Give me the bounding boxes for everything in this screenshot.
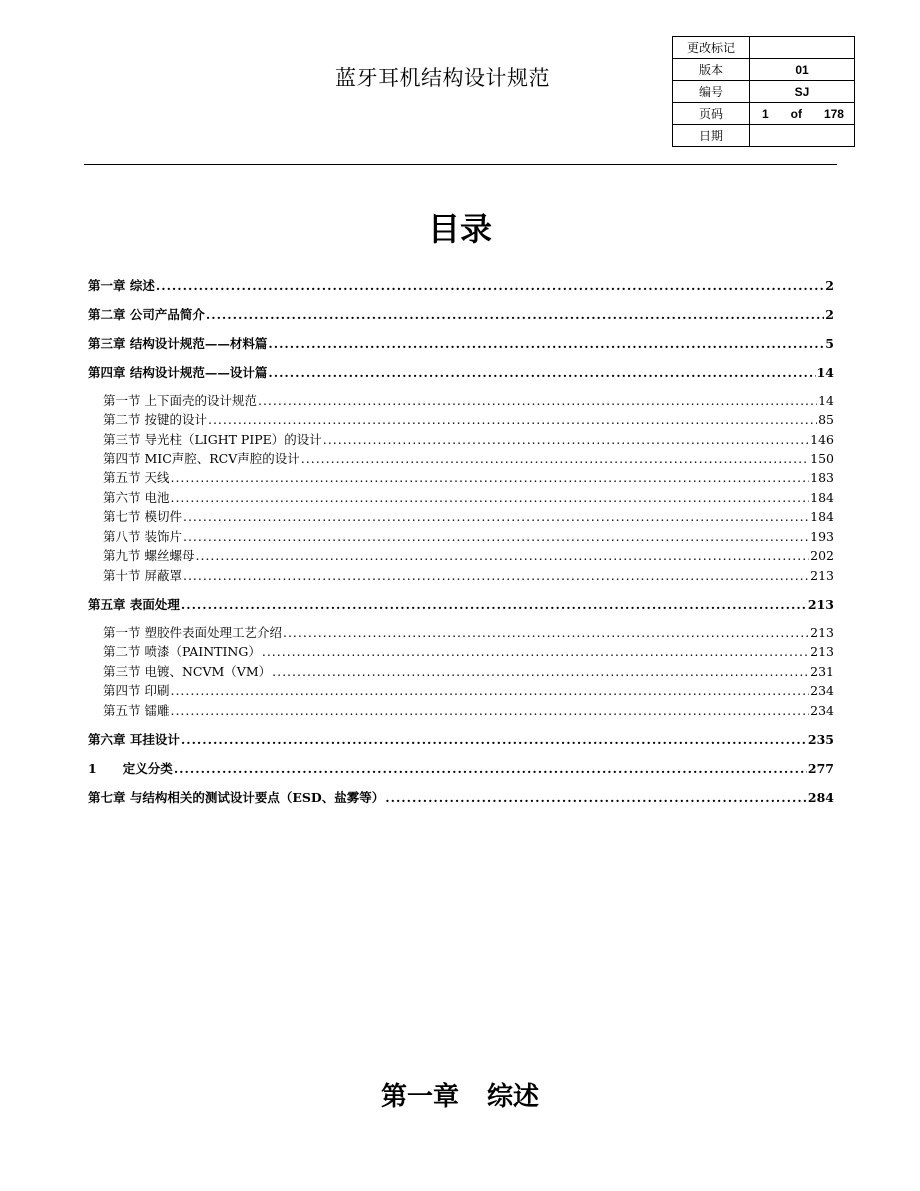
date-label: 日期 <box>673 125 750 147</box>
table-row <box>673 59 855 81</box>
toc-entry-page: 2 <box>825 278 834 293</box>
change-mark-value <box>750 37 855 59</box>
toc-entry-section[interactable] <box>103 507 834 525</box>
toc-leader <box>262 644 809 659</box>
toc-entry-page: 231 <box>810 664 834 679</box>
toc-entry-page: 2 <box>825 307 834 322</box>
toc-entry-chapter-1[interactable] <box>88 276 834 294</box>
toc-entry-label: 第十节 屏蔽罩 <box>103 568 182 583</box>
toc-entry-definition[interactable] <box>88 759 834 777</box>
toc-leader <box>183 509 809 524</box>
toc-entry-chapter-3[interactable] <box>88 334 834 352</box>
toc-leader <box>174 761 807 776</box>
toc-entry-page: 234 <box>810 683 834 698</box>
toc-entry-label: 第四章 结构设计规范——设计篇 <box>88 365 268 380</box>
toc-leader <box>268 336 824 351</box>
toc-entry-label: 1 定义分类 <box>88 761 173 776</box>
toc-leader <box>258 393 817 408</box>
toc-entry-page: 14 <box>818 393 834 408</box>
toc-entry-page: 213 <box>810 568 834 583</box>
toc-entry-label: 第一章 综述 <box>88 278 155 293</box>
toc-entry-section[interactable] <box>103 488 834 506</box>
toc-entry-section[interactable] <box>103 527 834 545</box>
toc-entry-label: 第二节 按键的设计 <box>103 412 207 427</box>
toc-entry-page: 284 <box>807 790 834 805</box>
toc-entry-label: 第七章 与结构相关的测试设计要点（ESD、盐雾等） <box>88 790 385 805</box>
page-current: 1 <box>762 106 769 121</box>
page-value <box>750 103 855 125</box>
toc-entry-section[interactable] <box>103 623 834 641</box>
table-row <box>673 125 855 147</box>
toc-entry-chapter-4[interactable] <box>88 363 834 381</box>
toc-entry-label: 第九节 螺丝螺母 <box>103 548 195 563</box>
toc-entry-page: 14 <box>816 365 834 380</box>
toc-leader <box>208 412 817 427</box>
toc-leader <box>170 490 809 505</box>
toc-leader <box>195 548 809 563</box>
toc-leader <box>181 732 807 747</box>
chapter-heading-title: 综述 <box>487 1082 540 1112</box>
toc-entry-page: 277 <box>807 761 834 776</box>
toc-entry-section[interactable] <box>103 430 834 448</box>
toc-entry-label: 第五节 天线 <box>103 470 170 485</box>
toc-entry-section[interactable] <box>103 662 834 680</box>
page-of: of <box>790 106 802 121</box>
toc-entry-page: 183 <box>810 470 834 485</box>
number-value: SJ <box>750 81 855 103</box>
toc-leader <box>206 307 824 322</box>
toc-entry-section[interactable] <box>103 681 834 699</box>
toc-entry-label: 第二章 公司产品简介 <box>88 307 205 322</box>
toc-entry-page: 193 <box>810 529 834 544</box>
toc-entry-section[interactable] <box>103 468 834 486</box>
toc-entry-page: 202 <box>810 548 834 563</box>
toc-leader <box>170 683 809 698</box>
toc-entry-label: 第三节 电镀、NCVM（VM） <box>103 664 272 679</box>
revision-table <box>672 36 855 147</box>
table-row <box>673 37 855 59</box>
toc-entry-label: 第六章 耳挂设计 <box>88 732 180 747</box>
toc-entry-section[interactable] <box>103 410 834 428</box>
page-total: 178 <box>823 106 844 121</box>
toc-entry-label: 第八节 装饰片 <box>103 529 182 544</box>
toc-entry-page: 213 <box>810 644 834 659</box>
chapter-heading-number: 第一章 <box>380 1082 459 1112</box>
toc-leader <box>283 625 809 640</box>
toc-entry-label: 第五章 表面处理 <box>88 597 180 612</box>
toc-entry-label: 第三节 导光柱（LIGHT PIPE）的设计 <box>103 432 322 447</box>
toc-entry-section[interactable] <box>103 546 834 564</box>
toc-entry-page: 5 <box>825 336 834 351</box>
toc-entry-page: 235 <box>807 732 834 747</box>
number-label: 编号 <box>673 81 750 103</box>
version-value: 01 <box>750 59 855 81</box>
toc-entry-label: 第七节 模切件 <box>103 509 182 524</box>
toc-entry-chapter-2[interactable] <box>88 305 834 323</box>
toc-leader <box>170 470 809 485</box>
toc-leader <box>385 790 807 805</box>
toc-leader <box>301 451 809 466</box>
toc-entry-page: 184 <box>810 490 834 505</box>
toc-entry-section[interactable] <box>103 391 834 409</box>
toc-entry-label: 第一节 塑胶件表面处理工艺介绍 <box>103 625 282 640</box>
table-row <box>673 81 855 103</box>
toc-entry-section[interactable] <box>103 449 834 467</box>
toc-entry-label: 第三章 结构设计规范——材料篇 <box>88 336 268 351</box>
toc-entry-section[interactable] <box>103 701 834 719</box>
toc-leader <box>272 664 809 679</box>
toc-entry-label: 第四节 印刷 <box>103 683 170 698</box>
version-label: 版本 <box>673 59 750 81</box>
toc-entry-section[interactable] <box>103 566 834 584</box>
chapter-heading <box>0 1076 920 1113</box>
toc-entry-page: 234 <box>810 703 834 718</box>
toc-title: 目录 <box>427 210 492 248</box>
document-title: 蓝牙耳机结构设计规范 <box>335 66 550 90</box>
toc-entry-page: 85 <box>818 412 834 427</box>
toc-entry-page: 213 <box>810 625 834 640</box>
toc-leader <box>323 432 809 447</box>
toc-entry-chapter-6[interactable] <box>88 730 834 748</box>
toc-entry-page: 146 <box>810 432 834 447</box>
page-label: 页码 <box>673 103 750 125</box>
change-mark-label: 更改标记 <box>673 37 750 59</box>
toc-entry-label: 第五节 镭雕 <box>103 703 170 718</box>
table-row <box>673 103 855 125</box>
toc-entry-page: 213 <box>807 597 834 612</box>
toc-entry-label: 第四节 MIC声腔、RCV声腔的设计 <box>103 451 300 466</box>
toc-entry-page: 184 <box>810 509 834 524</box>
toc-leader <box>183 529 809 544</box>
toc-leader <box>156 278 824 293</box>
toc-leader <box>183 568 809 583</box>
toc-entry-chapter-5[interactable] <box>88 595 834 613</box>
toc-entry-page: 150 <box>810 451 834 466</box>
toc-entry-label: 第六节 电池 <box>103 490 170 505</box>
date-value <box>750 125 855 147</box>
toc-entry-chapter-7[interactable] <box>88 788 834 806</box>
toc-entry-section[interactable] <box>103 642 834 660</box>
toc-leader <box>170 703 809 718</box>
toc-entry-label: 第一节 上下面壳的设计规范 <box>103 393 257 408</box>
header-divider <box>84 164 837 165</box>
toc-leader <box>181 597 807 612</box>
toc-leader <box>268 365 815 380</box>
toc-entry-label: 第二节 喷漆（PAINTING） <box>103 644 261 659</box>
